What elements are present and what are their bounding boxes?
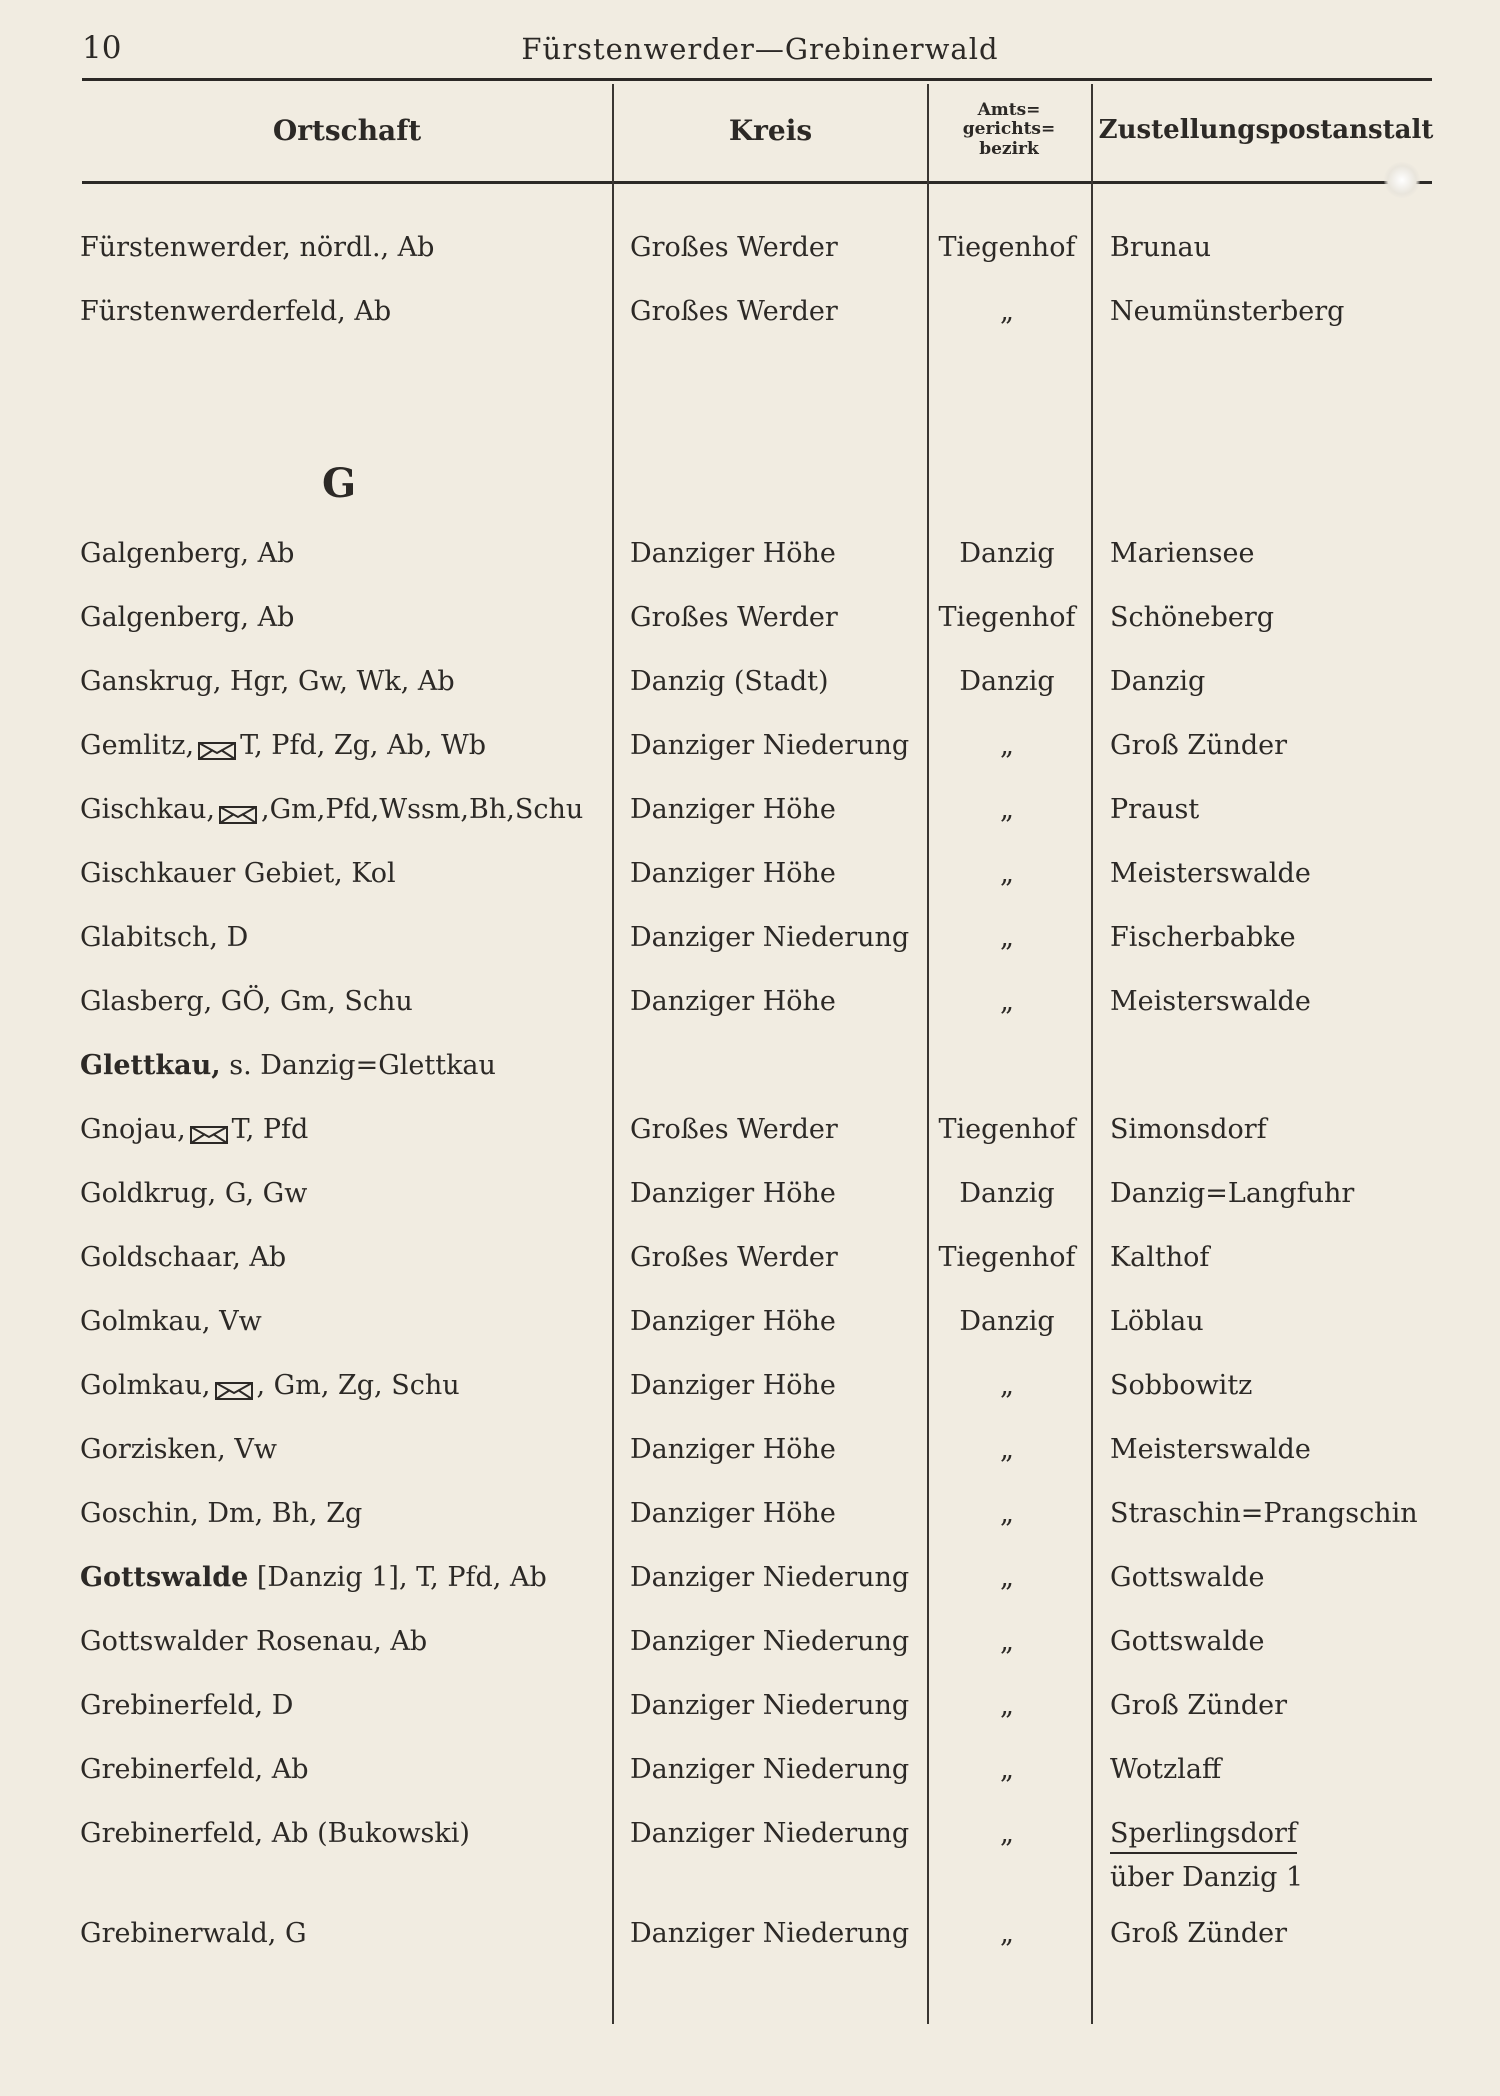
- ortschaft-name: Fürstenwerderfeld, Ab: [80, 296, 392, 327]
- kreis-cell: Danziger Höhe: [630, 986, 836, 1017]
- kreis-cell: Danziger Höhe: [630, 794, 836, 825]
- ortschaft-name: Glabitsch, D: [80, 922, 249, 953]
- table-row: [0, 1498, 1500, 1562]
- ortschaft-cell: [80, 986, 413, 1018]
- kreis-cell: Danziger Niederung: [630, 730, 910, 761]
- ortschaft-cell: [80, 1178, 307, 1210]
- table-row: [0, 986, 1500, 1050]
- envelope-icon: [215, 1377, 253, 1397]
- kreis-cell: Großes Werder: [630, 602, 838, 633]
- table-row: [0, 730, 1500, 794]
- amtsgericht-cell: Danzig: [959, 666, 1055, 697]
- ortschaft-name: Galgenberg, Ab: [80, 602, 295, 633]
- amtsgericht-cell: „: [1000, 1562, 1014, 1593]
- amtsgericht-cell: Danzig: [959, 1178, 1055, 1209]
- table-row: [0, 296, 1500, 360]
- top-rule: [82, 78, 1432, 81]
- ortschaft-cell: [80, 538, 294, 570]
- kreis-cell: Großes Werder: [630, 232, 838, 263]
- ortschaft-name: Gottswalder Rosenau, Ab: [80, 1626, 428, 1657]
- kreis-cell: Großes Werder: [630, 1114, 838, 1145]
- post-cell: Straschin=Prangschin: [1110, 1498, 1418, 1529]
- ortschaft-details: [Danzig 1], T, Pfd, Ab: [256, 1562, 547, 1593]
- kreis-cell: Danziger Höhe: [630, 1306, 836, 1337]
- post-cell: Fischerbabke: [1110, 922, 1296, 953]
- kreis-cell: Danziger Höhe: [630, 1434, 836, 1465]
- ortschaft-name: Fürstenwerder, nördl., Ab: [80, 232, 435, 263]
- kreis-cell: Großes Werder: [630, 296, 838, 327]
- post-cell: Sobbowitz: [1110, 1370, 1253, 1401]
- post-cell: Löblau: [1110, 1306, 1204, 1337]
- table-row: [0, 538, 1500, 602]
- post-cell: Simonsdorf: [1110, 1114, 1267, 1145]
- ortschaft-name: Glasberg, GÖ, Gm, Schu: [80, 986, 413, 1017]
- paper-damage-mark: [1384, 162, 1420, 198]
- ortschaft-name: Grebinerwald, G: [80, 1918, 307, 1949]
- ortschaft-name: Gischkau,: [80, 794, 215, 825]
- table-row: [0, 1562, 1500, 1626]
- ortschaft-cell: [80, 1818, 470, 1850]
- kreis-cell: Danziger Niederung: [630, 1562, 910, 1593]
- table-row: [0, 666, 1500, 730]
- ortschaft-details: T, Pfd: [231, 1114, 309, 1145]
- post-cell: Gottswalde: [1110, 1562, 1265, 1593]
- post-cell: Meisterswalde: [1110, 986, 1311, 1017]
- amtsgericht-cell: Tiegenhof: [938, 1114, 1076, 1145]
- ortschaft-name: Goldschaar, Ab: [80, 1242, 287, 1273]
- ortschaft-cell: [80, 666, 455, 698]
- post-cell: Danzig: [1110, 666, 1206, 697]
- table-row: [0, 1306, 1500, 1370]
- table-row: [0, 1370, 1500, 1434]
- kreis-cell: Danziger Niederung: [630, 1818, 910, 1849]
- page-number: 10: [82, 30, 122, 66]
- amtsgericht-cell: „: [1000, 1370, 1014, 1401]
- table-row: [0, 1242, 1500, 1306]
- envelope-icon: [190, 1121, 228, 1141]
- post-cell: Groß Zünder: [1110, 730, 1288, 761]
- amtsgericht-cell: „: [1000, 858, 1014, 889]
- kreis-cell: Danziger Höhe: [630, 1370, 836, 1401]
- post-cell: Sperlingsdorf: [1110, 1818, 1297, 1854]
- ortschaft-name: Grebinerfeld, D: [80, 1690, 294, 1721]
- kreis-cell: Danziger Niederung: [630, 1754, 910, 1785]
- ortschaft-name: Galgenberg, Ab: [80, 538, 295, 569]
- amtsgericht-cell: Danzig: [959, 538, 1055, 569]
- post-cell: Kalthof: [1110, 1242, 1210, 1273]
- ortschaft-cell: [80, 1754, 309, 1786]
- post-cell: Groß Zünder: [1110, 1918, 1288, 1949]
- ortschaft-cell: [80, 602, 294, 634]
- ortschaft-cell: [80, 730, 486, 762]
- amtsgericht-cell: Tiegenhof: [938, 232, 1076, 263]
- post-cell: Meisterswalde: [1110, 1434, 1311, 1465]
- post-cell: Gottswalde: [1110, 1626, 1265, 1657]
- ortschaft-cell: [80, 794, 583, 826]
- ortschaft-name: Golmkau, Vw: [80, 1306, 262, 1337]
- ortschaft-cell: [80, 1242, 286, 1274]
- column-header-ortschaft: Ortschaft: [272, 113, 422, 147]
- ortschaft-cell: [80, 296, 391, 328]
- ortschaft-name: Grebinerfeld, Ab (Bukowski): [80, 1818, 470, 1849]
- table-row: [0, 1050, 1500, 1114]
- amtsgericht-cell: „: [1000, 794, 1014, 825]
- table-row: [0, 1178, 1500, 1242]
- ortschaft-cell: [80, 1690, 293, 1722]
- kreis-cell: Danziger Niederung: [630, 1626, 910, 1657]
- ortschaft-details: s. Danzig=Glettkau: [229, 1050, 496, 1081]
- running-head: Fürstenwerder—Grebinerwald: [521, 32, 999, 66]
- amtsgericht-cell: „: [1000, 986, 1014, 1017]
- section-letter: G: [322, 460, 357, 507]
- post-cell: Schöneberg: [1110, 602, 1275, 633]
- post-cell: Danzig=Langfuhr: [1110, 1178, 1355, 1209]
- kreis-cell: Danziger Höhe: [630, 858, 836, 889]
- ortschaft-cell: [80, 232, 434, 264]
- table-row: [0, 1690, 1500, 1754]
- ortschaft-cell: [80, 1050, 496, 1082]
- table-row: [0, 858, 1500, 922]
- ortschaft-cell: [80, 922, 248, 954]
- kreis-cell: Danziger Höhe: [630, 1178, 836, 1209]
- kreis-cell: Danziger Niederung: [630, 922, 910, 953]
- post-cell-continuation: über Danzig 1: [1110, 1862, 1304, 1893]
- ortschaft-cell: [80, 1114, 308, 1146]
- amtsgericht-cell: „: [1000, 296, 1014, 327]
- post-cell: Neumünsterberg: [1110, 296, 1345, 327]
- ortschaft-cell: [80, 1562, 547, 1594]
- amtsgericht-cell: „: [1000, 1434, 1014, 1465]
- ortschaft-name: Gemlitz,: [80, 730, 195, 761]
- ortschaft-details: , Gm, Zg, Schu: [256, 1370, 460, 1401]
- amtsgericht-cell: „: [1000, 1498, 1014, 1529]
- table-row: [0, 1754, 1500, 1818]
- amtsgericht-cell: Danzig: [959, 1306, 1055, 1337]
- ortschaft-name: Goschin, Dm, Bh, Zg: [80, 1498, 363, 1529]
- kreis-cell: Danziger Niederung: [630, 1690, 910, 1721]
- ortschaft-details: T, Pfd, Zg, Ab, Wb: [240, 730, 487, 761]
- amtsgericht-cell: „: [1000, 730, 1014, 761]
- ortschaft-details: ,Gm,Pfd,Wssm,Bh,Schu: [261, 794, 584, 825]
- ortschaft-cell: [80, 858, 396, 890]
- ortschaft-cell: [80, 1370, 460, 1402]
- ortschaft-name: Gottswalde: [80, 1562, 249, 1593]
- envelope-icon: [219, 801, 257, 821]
- column-header-post: Zustellungspostanstalt: [1098, 115, 1434, 145]
- kreis-cell: Danziger Höhe: [630, 1498, 836, 1529]
- ortschaft-name: Gischkauer Gebiet, Kol: [80, 858, 396, 889]
- amtsgericht-cell: „: [1000, 1754, 1014, 1785]
- envelope-icon: [198, 737, 236, 757]
- ortschaft-name: Goldkrug, G, Gw: [80, 1178, 308, 1209]
- ortschaft-name: Gorziskеn, Vw: [80, 1434, 277, 1465]
- amtsgericht-cell: „: [1000, 922, 1014, 953]
- ortschaft-cell: [80, 1434, 277, 1466]
- table-row: [0, 1434, 1500, 1498]
- kreis-cell: Großes Werder: [630, 1242, 838, 1273]
- amtsgericht-line-2: gerichts=: [962, 119, 1056, 140]
- table-row: [0, 794, 1500, 858]
- column-header-amtsgericht: [929, 82, 1089, 178]
- amtsgericht-line-3: bezirk: [979, 138, 1039, 159]
- ortschaft-name: Grebinerfeld, Ab: [80, 1754, 309, 1785]
- kreis-cell: Danzig (Stadt): [630, 666, 829, 697]
- amtsgericht-line-1: Amts=: [977, 99, 1041, 120]
- post-cell: Wotzlaff: [1110, 1754, 1222, 1785]
- amtsgericht-cell: „: [1000, 1690, 1014, 1721]
- table-row: [0, 922, 1500, 986]
- amtsgericht-cell: „: [1000, 1626, 1014, 1657]
- header-rule: [82, 181, 1432, 184]
- post-cell: Meisterswalde: [1110, 858, 1311, 889]
- column-header-kreis: Kreis: [728, 113, 813, 147]
- amtsgericht-cell: Tiegenhof: [938, 602, 1076, 633]
- ortschaft-cell: [80, 1498, 362, 1530]
- ortschaft-cell: [80, 1306, 262, 1338]
- table-row: [0, 1114, 1500, 1178]
- table-row: [0, 1818, 1500, 1893]
- ortschaft-cell: [80, 1918, 307, 1950]
- kreis-cell: Danziger Höhe: [630, 538, 836, 569]
- amtsgericht-cell: „: [1000, 1918, 1014, 1949]
- ortschaft-name: Golmkau,: [80, 1370, 211, 1401]
- table-row: [0, 1626, 1500, 1690]
- post-cell: Praust: [1110, 794, 1200, 825]
- kreis-cell: Danziger Niederung: [630, 1918, 910, 1949]
- amtsgericht-cell: Tiegenhof: [938, 1242, 1076, 1273]
- amtsgericht-cell: „: [1000, 1818, 1014, 1849]
- post-cell: Mariensee: [1110, 538, 1255, 569]
- post-cell: Brunau: [1110, 232, 1212, 263]
- table-row: [0, 1918, 1500, 1982]
- ortschaft-name: Gnojau,: [80, 1114, 186, 1145]
- table-row: [0, 232, 1500, 296]
- ortschaft-name: Ganskrug, Hgr, Gw, Wk, Ab: [80, 666, 455, 697]
- ortschaft-cell: [80, 1626, 427, 1658]
- post-cell: Groß Zünder: [1110, 1690, 1288, 1721]
- ortschaft-name: Glettkau,: [80, 1050, 221, 1081]
- table-row: [0, 602, 1500, 666]
